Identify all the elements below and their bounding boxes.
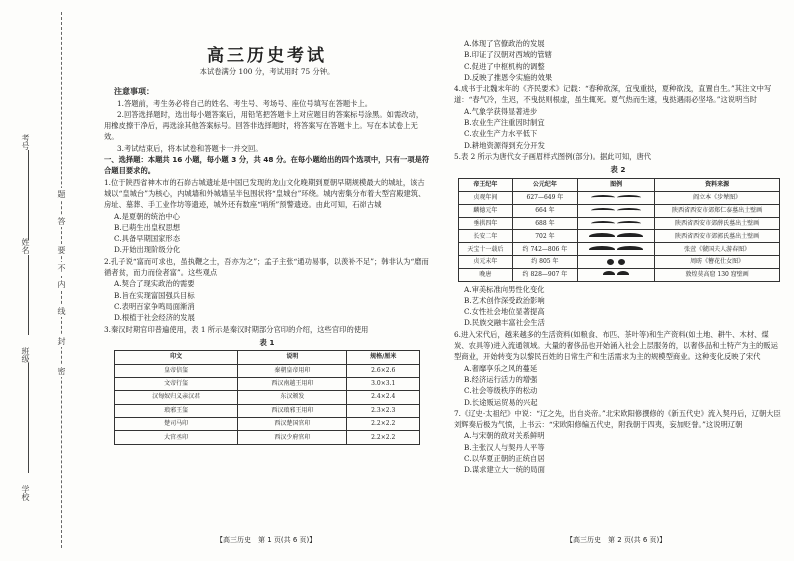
table-header: 公元纪年	[512, 178, 577, 191]
seal-char: 答	[57, 217, 66, 225]
table-row	[115, 431, 420, 444]
table-cell: 周昉《簪花仕女图》	[655, 255, 780, 268]
table-header: 图例	[578, 178, 655, 191]
table-row	[115, 377, 420, 390]
option: D.开始出现阶级分化	[114, 245, 181, 255]
binding-margin	[0, 0, 78, 561]
table-cell: 皇帝信玺	[115, 364, 238, 377]
banji-label: 班级	[21, 347, 30, 363]
option: D.根植于社会经济的发展	[114, 313, 195, 323]
table-cell: 张萱《虢国夫人游春图》	[655, 243, 780, 256]
question-3: 3.秦汉时期官印普遍使用，表 1 所示是秦汉时期部分官印的介绍，这些官印的使用	[104, 324, 369, 334]
table-cell: 阎立本《步辇图》	[655, 191, 780, 204]
eyebrow-icon	[617, 233, 643, 240]
option: B.旨在实现富国强兵目标	[114, 290, 195, 300]
option: B.印证了汉朝对西域的管辖	[464, 50, 552, 60]
table-row	[459, 191, 780, 204]
option: C.农业生产力水平低下	[464, 129, 538, 139]
option: B.经济运行活力的增强	[464, 374, 538, 384]
option: A.契合了现实政治的需要	[114, 279, 195, 289]
table-cell: 702 年	[512, 230, 577, 243]
eyebrow-icon	[591, 208, 615, 213]
xingming-line	[28, 255, 29, 335]
seal-char: 不	[57, 264, 66, 272]
eyebrow-icon	[607, 259, 614, 265]
table-cell: 楚司马印	[115, 418, 238, 431]
table-row	[459, 204, 780, 217]
eyebrow-icon	[603, 271, 615, 278]
table-cell: 晚唐	[459, 268, 513, 281]
table-cell: 2.2×2.2	[347, 418, 420, 431]
option: C.社会等级秩序的松动	[464, 386, 538, 396]
table-cell: 2.3×2.3	[347, 404, 420, 417]
option: A.是夏朝的统治中心	[114, 211, 180, 221]
table-cell: 秦朝皇帝用印	[238, 364, 347, 377]
option: D.反映了推恩令实施的效果	[464, 72, 553, 82]
seal-char: 线	[57, 307, 66, 315]
table-row	[459, 268, 780, 281]
kaohao-line	[28, 150, 29, 240]
option: D.谋求建立大一统的局面	[464, 465, 545, 475]
eyebrow-figure	[578, 204, 655, 217]
question-5: 5.表 2 所示为唐代女子画眉样式图例(部分)。据此可知，唐代	[454, 151, 652, 161]
eyebrow-icon	[617, 221, 641, 226]
table-cell: 天宝十一载后	[459, 243, 513, 256]
option: A.审美标准向男性化变化	[464, 284, 545, 294]
table-1-caption: 表 1	[259, 337, 275, 347]
table-cell: 陕西省西安市郊郑仁泰墓出土壁画	[655, 204, 780, 217]
table-cell: 汉匈奴归义亲汉君	[115, 391, 238, 404]
table-cell: 约 805 年	[512, 255, 577, 268]
question-2: 2.孔子说“富而可求也，虽执鞭之士，吾亦为之”；孟子主张“通功易事，以羡补不足”；韩非认为“磨而循者贫，而力而俭者富”。这些观点	[104, 256, 429, 278]
table-row	[459, 243, 780, 256]
option: C.促进了中枢机构的调整	[464, 61, 545, 71]
question-1: 1.位于陕西省神木市的石峁古城遗址是中国已发现的龙山文化晚期到夏朝早期规模最大的城址，该古城以“皇城台”为核心，内城墙和外城墙呈半包围状将“皇城台”环绕。城内密集分布着大型宫殿建筑、房址、墓葬、手工业作坊等遗迹，城外还有数座“哨所”预警遗迹。由此可知，石峁古城	[104, 177, 426, 210]
table-cell: 2.2×2.2	[347, 431, 420, 444]
option: C.表明百家争鸣局面渐消	[114, 301, 195, 311]
notice-list	[104, 98, 430, 154]
question-4: 4.成书于北魏末年的《齐民要术》记载：“春种欲深，宜曳重挞，夏种欲浅，直置自生。”其注文中写道：“春气冷，生迟，不曳挞则根虚，虽生辄死。夏气热而生速，曳挞遇雨必坚垎。”这说明当时	[454, 84, 772, 105]
eyebrow-icon	[617, 271, 629, 278]
table-cell: 陕西省西安市郊薛氏墓出土壁画	[655, 217, 780, 230]
table-cell: 西汉楚国官印	[238, 418, 347, 431]
eyebrow-icon	[591, 221, 615, 226]
question-7: 7.《辽史·太祖纪》中说：“辽之先，出自炎帝。”北宋欧阳修撰修的《新五代史》流入契丹后，辽朝大臣刘辉奏后极为气愤，上书云：“宋欧阳修编五代史，附我朝于四夷，妄加贬誉。”这说明辽朝	[454, 408, 781, 430]
option: D.长途贩运贸易的兴起	[464, 397, 538, 407]
table-cell: 627—649 年	[512, 191, 577, 204]
option: A.气象学获得显著进步	[464, 106, 538, 116]
table-cell: 垂拱四年	[459, 217, 513, 230]
eyebrow-icon	[589, 246, 615, 253]
table-2	[458, 178, 780, 282]
table-cell: 陕西省西安市郊郭氏墓出土壁画	[655, 230, 780, 243]
option: D.民族交融丰富社会生活	[464, 318, 545, 328]
table-header: 印文	[115, 351, 238, 364]
page-2-footer: 【高三历史 第 2 页(共 6 页)】	[566, 536, 667, 544]
eyebrow-icon	[617, 208, 641, 213]
banji-line	[28, 363, 29, 473]
eyebrow-figure	[578, 217, 655, 230]
table-row	[115, 404, 420, 417]
option: A.奢靡享乐之风的蔓延	[464, 363, 538, 373]
section-heading: 一、选择题：本题共 16 小题，每小题 3 分，共 48 分。在每小题给出的四个选项中，只有一项是符合题目要求的。	[104, 155, 430, 176]
option: B.已萌生出皇权思想	[114, 222, 181, 232]
eyebrow-icon	[589, 233, 615, 240]
table-cell: 西汉琅邪王用印	[238, 404, 347, 417]
option: C.具备早期国家形态	[114, 234, 181, 244]
table-cell: 大官丞印	[115, 431, 238, 444]
table-header-row	[459, 178, 780, 191]
table-header-row	[115, 351, 420, 364]
question-6: 6.进入宋代后，越来越多的生活资料(如粮食、布匹、茶叶等)和生产资料(如土地、耕牛、木材、煤炭、农具等)进入流通领域。大量的奢侈品也开始涌入社会上层服务的，以奢侈品和土特产为主的贩运型商业，开始转变为以黎民百姓的日常生产和生活需求为主的规模型商业。这种变化反映了宋代	[454, 329, 778, 362]
kaohao-label: 考号	[21, 134, 30, 150]
table-cell: 敦煌莫高窟 130 窟壁画	[655, 268, 780, 281]
table-cell: 贞观年间	[459, 191, 513, 204]
xingming-label: 姓名	[21, 238, 30, 254]
table-row	[459, 217, 780, 230]
table-cell: 3.0×3.1	[347, 377, 420, 390]
page-title: 高三历史考试	[207, 46, 327, 66]
eyebrow-icon	[591, 195, 615, 200]
option: B.主张汉人与契丹人平等	[464, 442, 545, 452]
xuexiao-label: 学校	[21, 485, 30, 501]
option: B.农业生产注重因时制宜	[464, 118, 545, 128]
table-header: 资料来源	[655, 178, 780, 191]
eyebrow-icon	[617, 246, 643, 253]
table-cell: 麟德元年	[459, 204, 513, 217]
seal-char: 密	[57, 367, 66, 375]
option: B.艺术创作深受政治影响	[464, 295, 545, 305]
page-1	[104, 0, 430, 445]
table-cell: 长安二年	[459, 230, 513, 243]
table-2-caption: 表 2	[610, 165, 626, 175]
table-cell: 约 828—907 年	[512, 268, 577, 281]
table-cell: 西汉少府官印	[238, 431, 347, 444]
table-row	[115, 391, 420, 404]
table-cell: 琅邪王玺	[115, 404, 238, 417]
table-cell: 贞元末年	[459, 255, 513, 268]
eyebrow-icon	[618, 259, 625, 265]
page-2	[454, 38, 782, 476]
eyebrow-icon	[617, 195, 641, 200]
table-cell: 东汉颁发	[238, 391, 347, 404]
table-1	[114, 350, 420, 445]
table-row	[459, 255, 780, 268]
seal-char: 要	[57, 246, 66, 254]
eyebrow-figure	[578, 255, 655, 268]
table-row	[459, 230, 780, 243]
option: C.以华夏正朝的正统自居	[464, 453, 545, 463]
seal-char: 题	[57, 190, 66, 198]
option: A.体现了官僚政治的发展	[464, 39, 545, 48]
seal-char: 内	[57, 280, 66, 288]
table-row	[115, 418, 420, 431]
table-header: 说明	[238, 351, 347, 364]
table-header: 规格/厘米	[347, 351, 420, 364]
eyebrow-figure	[578, 243, 655, 256]
eyebrow-figure	[578, 230, 655, 243]
notice-item: 2.回答选择题时，选出每小题答案后，用铅笔把答题卡上对应题目的答案标号涂黑。如需改动，用橡皮擦干净后，再选涂其他答案标号。回答非选择题时，将答案写在答题卡上。写在本试卷上无效。	[104, 109, 424, 142]
seal-char: 封	[57, 337, 66, 345]
table-cell: 664 年	[512, 204, 577, 217]
table-cell: 688 年	[512, 217, 577, 230]
table-row	[115, 364, 420, 377]
table-cell: 2.4×2.4	[347, 391, 420, 404]
page-1-footer: 【高三历史 第 1 页(共 6 页)】	[216, 536, 317, 544]
notice-heading: 注意事项：	[114, 87, 154, 97]
eyebrow-figure	[578, 268, 655, 281]
table-cell: 约 742—806 年	[512, 243, 577, 256]
table-cell: 西汉南越王用印	[238, 377, 347, 390]
table-cell: 2.6×2.6	[347, 364, 420, 377]
option: C.女性社会地位显著提高	[464, 307, 545, 317]
notice-item: 3.考试结束后，将本试卷和答题卡一并交回。	[117, 143, 263, 153]
table-cell: 文帝行玺	[115, 377, 238, 390]
exam-info: 本试卷满分 100 分，考试用时 75 分钟。	[199, 67, 335, 76]
option: D.耕地资源得到充分开发	[464, 140, 545, 150]
table-header: 帝王纪年	[459, 178, 513, 191]
notice-item: 1.答题前，考生务必将自己的姓名、考生号、考场号、座位号填写在答题卡上。	[117, 98, 373, 108]
option: A.与宋朝的敌对关系鲜明	[464, 431, 545, 441]
eyebrow-figure	[578, 191, 655, 204]
